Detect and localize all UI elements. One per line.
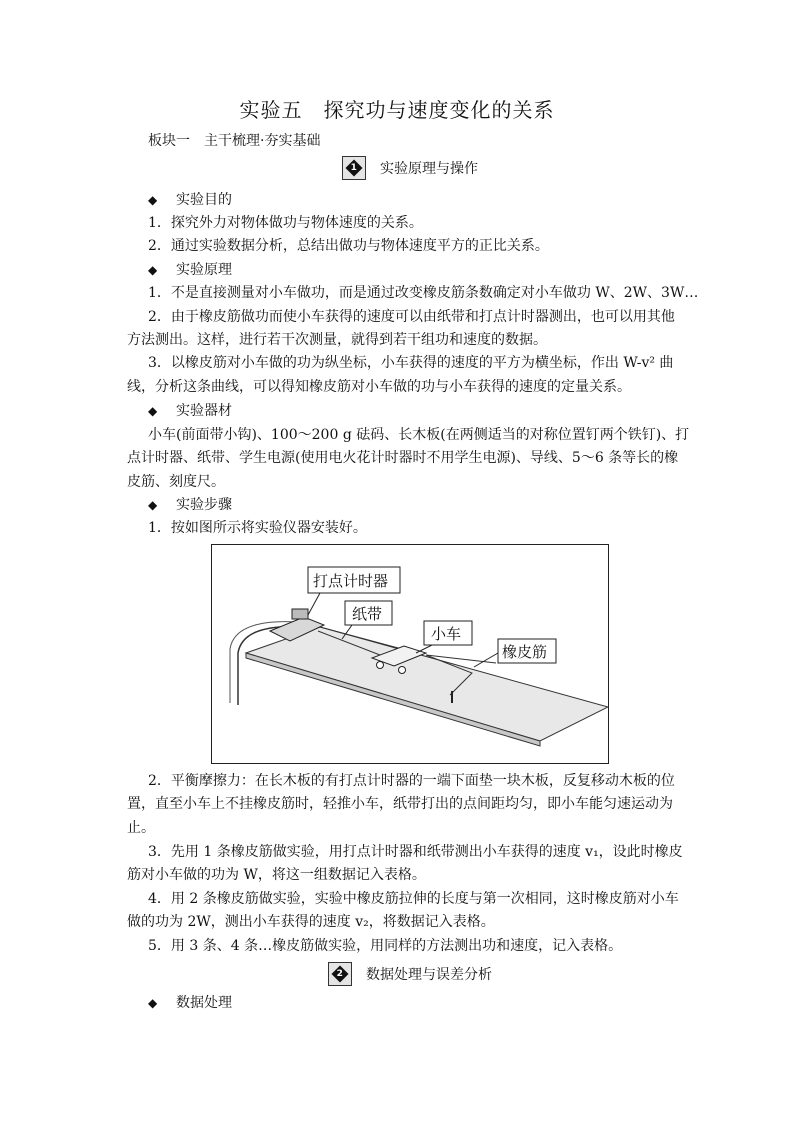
diamond-bullet-icon: ◆ <box>148 996 158 1010</box>
diamond-bullet-icon: ◆ <box>148 193 158 207</box>
step-3-line2: 筋对小车做的功为 W，将这一组数据记入表格。 <box>127 867 426 883</box>
section-1-badge <box>342 156 366 180</box>
principle-heading: ◆ 实验原理 <box>148 262 232 278</box>
equipment-line1: 小车(前面带小钩)、100～200 g 砝码、长木板(在两侧适当的对称位置钉两个铁钉)、打 <box>148 427 690 443</box>
section-2-badge <box>328 962 352 986</box>
principle-p2-line2: 方法测出。这样，进行若干次测量，就得到若干组功和速度的数据。 <box>127 332 547 348</box>
apparatus-diagram <box>212 545 608 763</box>
section-2-heading <box>328 962 492 986</box>
step-2-line1: 2．平衡摩擦力：在长木板的有打点计时器的一端下面垫一块木板，反复移动木板的位 <box>148 773 675 789</box>
diamond-bullet-icon: ◆ <box>148 498 158 512</box>
cart-wheel <box>399 667 406 674</box>
label-band: 橡皮筋 <box>502 643 548 661</box>
label-cart: 小车 <box>431 625 462 643</box>
cart-wheel <box>377 662 384 669</box>
section-1-heading <box>342 156 478 180</box>
section-1-title: 实验原理与操作 <box>380 161 478 177</box>
diamond-number-icon: 1 <box>346 160 363 177</box>
label-tape: 纸带 <box>352 605 383 623</box>
label-timer: 打点计时器 <box>313 572 389 590</box>
equipment-line2: 点计时器、纸带、学生电源(使用电火花计时器时不用学生电源)、导线、5～6 条等长的橡 <box>127 450 679 466</box>
section-2-title: 数据处理与误差分析 <box>366 967 492 983</box>
principle-p3-line1: 3．以橡皮筋对小车做的功为纵坐标，小车获得的速度的平方为横坐标，作出 W-v² 曲 <box>148 355 674 371</box>
step-2-line3: 止。 <box>127 820 155 836</box>
step-1: 1．按如图所示将实验仪器安装好。 <box>148 520 367 536</box>
principle-p2-line1: 2．由于橡皮筋做功而使小车获得的速度可以由纸带和打点计时器测出，也可以用其他 <box>148 309 675 325</box>
leader-line <box>474 653 498 667</box>
leader-line <box>308 593 320 615</box>
purpose-item-2: 2．通过实验数据分析，总结出做功与物体速度平方的正比关系。 <box>148 238 549 254</box>
step-3-line1: 3．先用 1 条橡皮筋做实验，用打点计时器和纸带测出小车获得的速度 v₁，设此时橡皮 <box>148 844 683 860</box>
step-5: 5．用 3 条、4 条…橡皮筋做实验，用同样的方法测出功和速度，记入表格。 <box>148 938 623 954</box>
data-processing-heading: ◆ 数据处理 <box>148 995 232 1011</box>
step-4-line1: 4．用 2 条橡皮筋做实验，实验中橡皮筋拉伸的长度与第一次相同，这时橡皮筋对小车 <box>148 891 679 907</box>
steps-heading: ◆ 实验步骤 <box>148 497 232 513</box>
timer-top <box>292 609 308 619</box>
equipment-line3: 皮筋、刻度尺。 <box>127 474 225 490</box>
diamond-bullet-icon: ◆ <box>148 404 158 418</box>
page-title: 实验五 探究功与速度变化的关系 <box>239 98 555 122</box>
step-4-line2: 做的功为 2W，测出小车获得的速度 v₂，将数据记入表格。 <box>127 914 495 930</box>
diamond-number-icon: 2 <box>332 966 349 983</box>
apparatus-figure <box>211 544 609 764</box>
purpose-heading: ◆ 实验目的 <box>148 192 232 208</box>
purpose-item-1: 1．探究外力对物体做功与物体速度的关系。 <box>148 215 423 231</box>
block-heading: 板块一 主干梳理·夯实基础 <box>148 133 321 149</box>
diamond-bullet-icon: ◆ <box>148 263 158 277</box>
equipment-heading: ◆ 实验器材 <box>148 403 232 419</box>
principle-p3-line2: 线，分析这条曲线，可以得知橡皮筋对小车做的功与小车获得的速度的定量关系。 <box>127 379 631 395</box>
step-2-line2: 置，直至小车上不挂橡皮筋时，轻推小车，纸带打出的点间距均匀，即小车能匀速运动为 <box>127 796 673 812</box>
principle-p1: 1．不是直接测量对小车做功，而是通过改变橡皮筋条数确定对小车做功 W、2W、3W… <box>148 285 699 301</box>
leader-line <box>416 645 432 653</box>
